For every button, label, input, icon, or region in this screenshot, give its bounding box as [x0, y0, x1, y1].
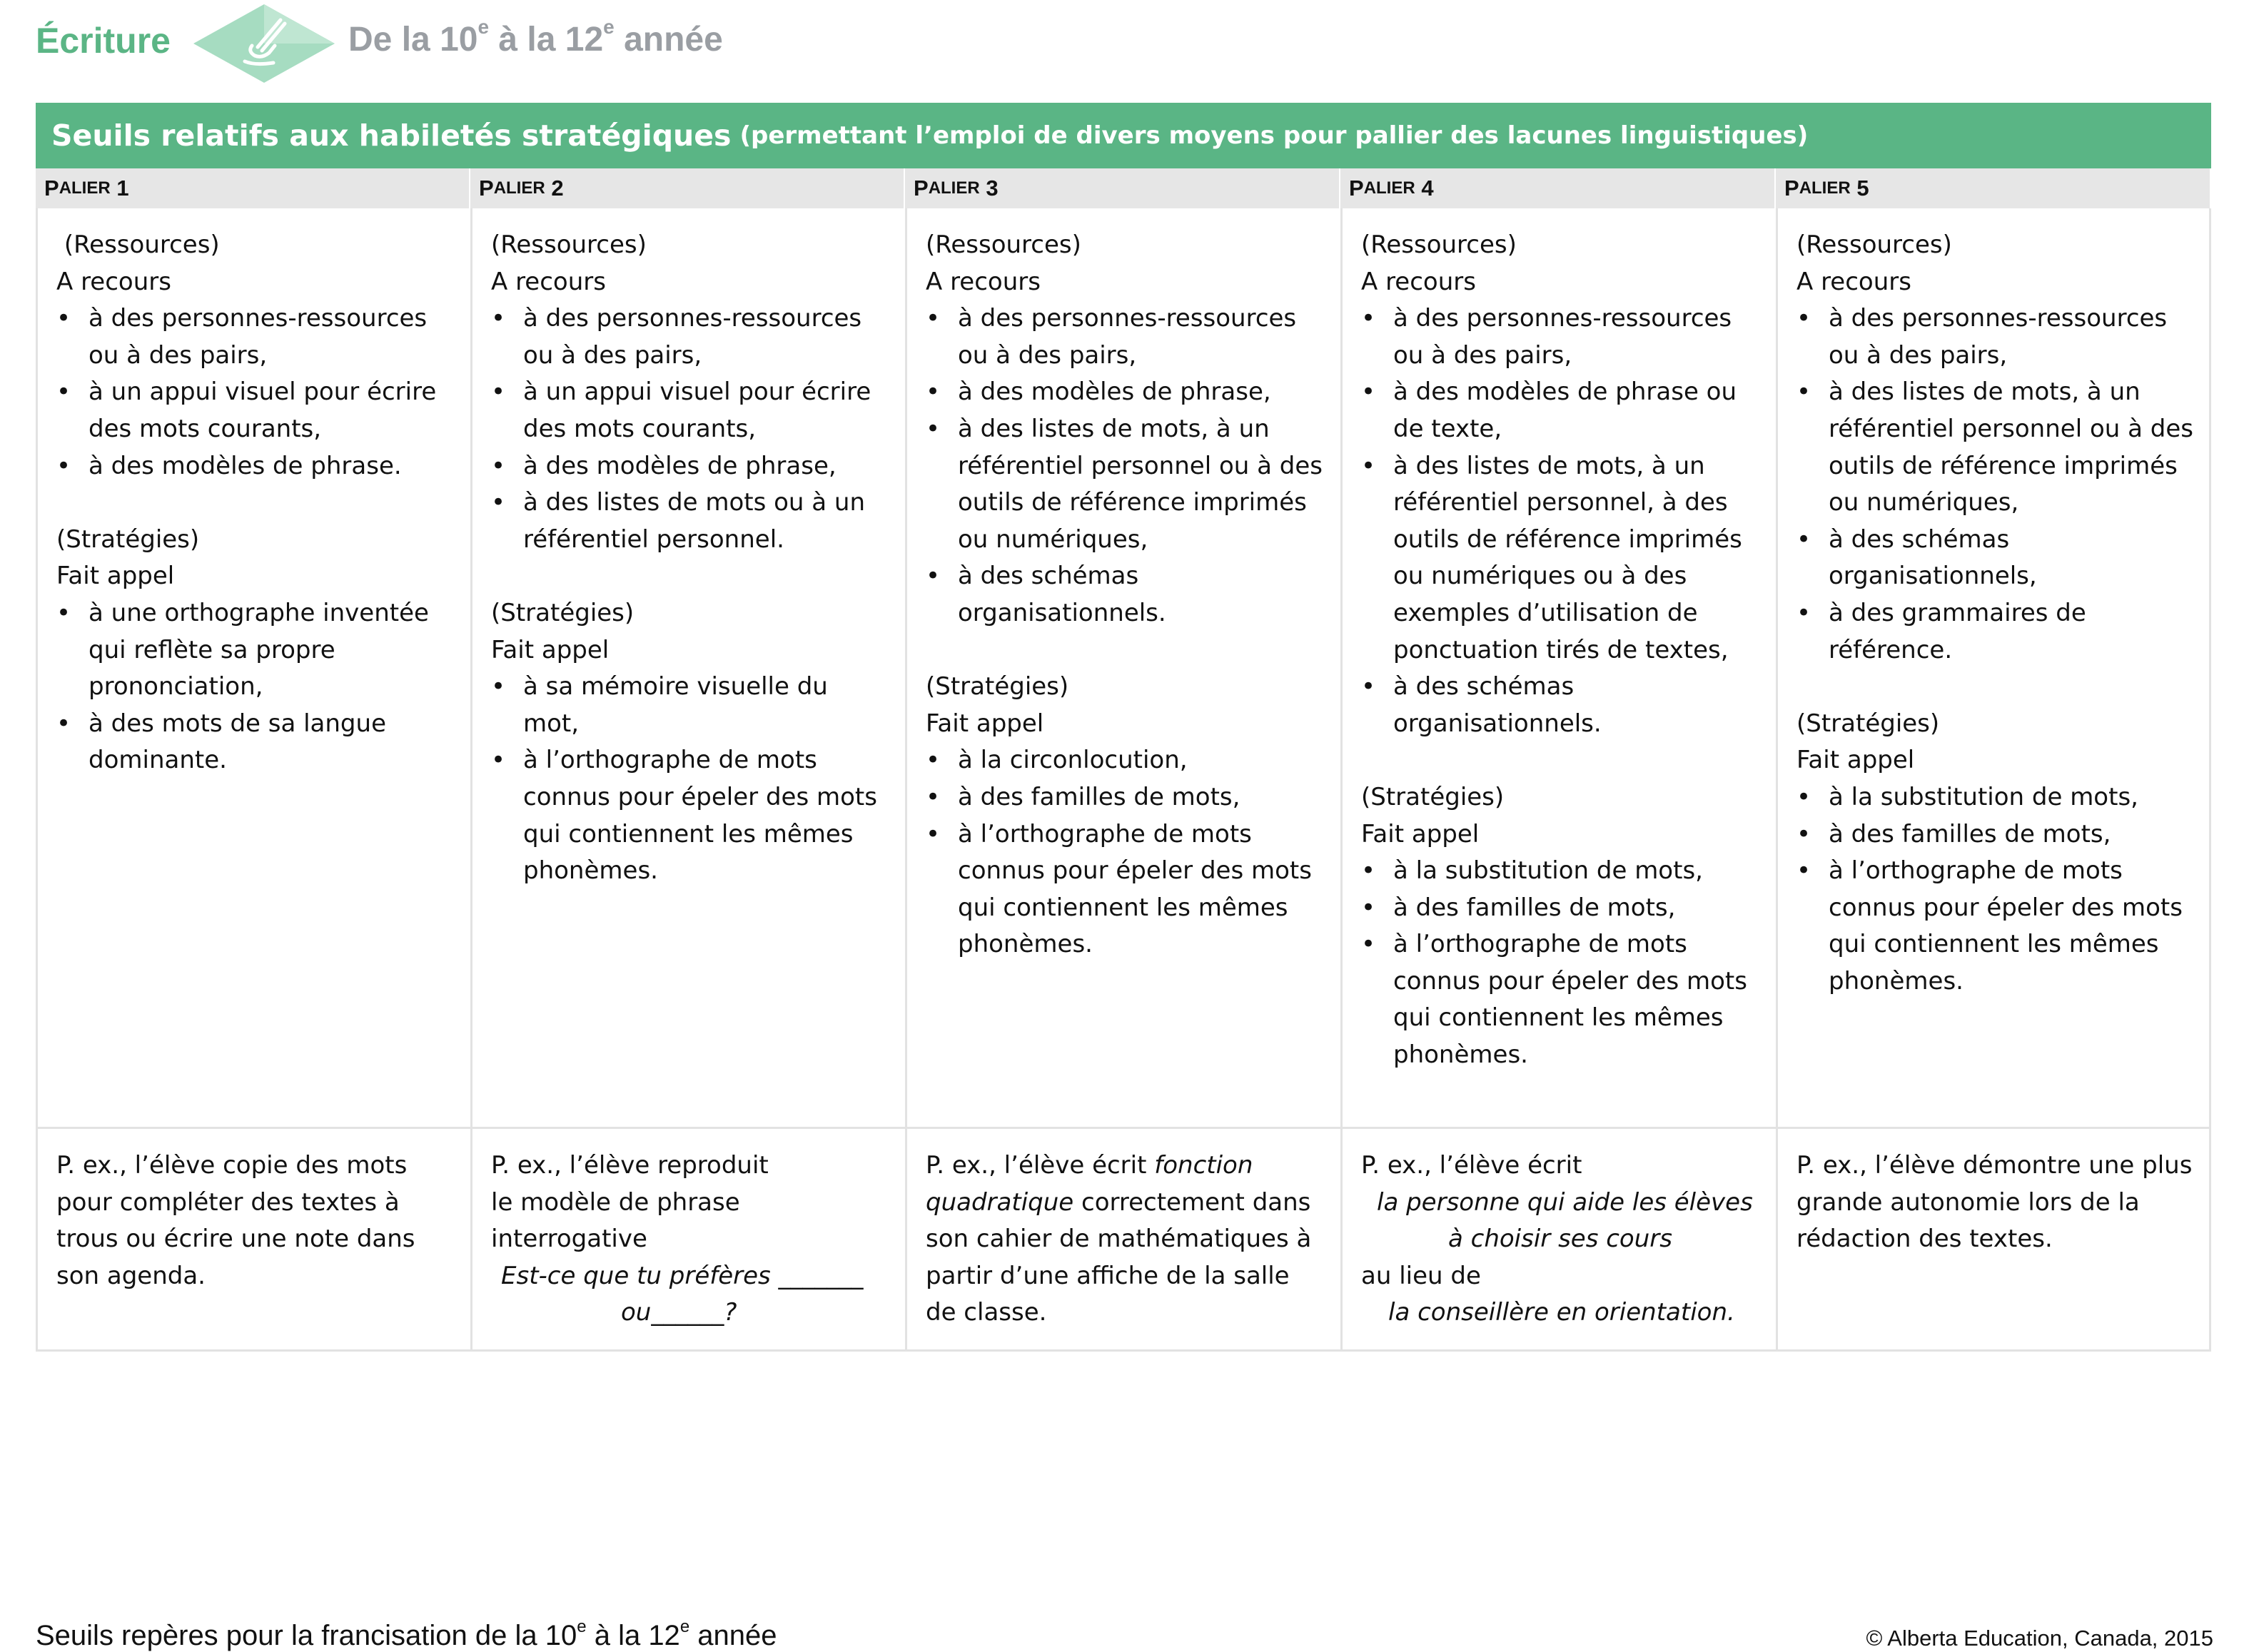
resources-intro: A recours	[926, 267, 1041, 296]
list-item: • à des schémas organisationnels,	[1796, 522, 2193, 595]
resources-label: (Ressources)	[491, 230, 647, 259]
list-item: • à la substitution de mots,	[1361, 853, 1760, 890]
resources-label: (Ressources)	[56, 230, 220, 259]
resources-intro: A recours	[1796, 267, 1911, 296]
skills-cell-palier-1	[36, 208, 470, 1129]
strategies-intro: Fait appel	[491, 635, 610, 664]
list-item: • à un appui visuel pour écrire des mots courants,	[56, 374, 455, 447]
example-line: P. ex., l’élève reproduit	[491, 1151, 769, 1180]
list-item: • à l’orthographe de mots connus pour épeler des mots qui contiennent les mêmes phonèmes.	[491, 742, 889, 889]
strategies-label: (Stratégies)	[491, 598, 635, 627]
list-item: • à des modèles de phrase ou de texte,	[1361, 374, 1760, 447]
column-header-palier-4: P ALIER 4	[1340, 168, 1776, 208]
list-item: • à des personnes-ressources ou à des pairs,	[1361, 300, 1760, 374]
grade-range-title: De la 10e à la 12e année	[348, 16, 723, 59]
list-item: • à des familles de mots,	[1361, 890, 1760, 927]
list-item: • à des personnes-ressources ou à des pairs,	[926, 300, 1325, 374]
resources-label: (Ressources)	[926, 230, 1081, 259]
examples-row	[36, 1129, 2211, 1352]
strategies-intro: Fait appel	[1361, 819, 1480, 848]
example-italic-line: à choisir ses cours	[1448, 1225, 1672, 1254]
strategies-list	[491, 669, 889, 890]
example-italic-term: fonction quadratique	[926, 1151, 1261, 1217]
example-italic-line: la personne qui aide les élèves	[1377, 1187, 1753, 1217]
skills-cell-palier-2	[470, 208, 905, 1129]
resources-intro: A recours	[491, 267, 606, 296]
column-header-palier-2: P ALIER 2	[470, 168, 905, 208]
resources-intro: A recours	[1361, 267, 1476, 296]
resources-list	[491, 300, 889, 558]
list-item: • à l’orthographe de mots connus pour épeler des mots qui contiennent les mêmes phonèmes.	[926, 816, 1325, 963]
strategies-label: (Stratégies)	[1361, 782, 1505, 811]
strategies-label: (Stratégies)	[1796, 709, 1940, 738]
footer-document-title: Seuils repères pour la francisation de la 10e à la 12e année	[36, 1617, 777, 1651]
thresholds-table	[36, 103, 2211, 1352]
skills-row	[36, 208, 2211, 1129]
strategies-label: (Stratégies)	[56, 525, 200, 554]
strategies-list	[56, 595, 455, 779]
footer-copyright: © Alberta Education, Canada, 2015	[1866, 1626, 2213, 1651]
list-item: • à des modèles de phrase,	[491, 448, 889, 485]
banner-subtitle: (permettant l’emploi de divers moyens pour pallier des lacunes linguistiques)	[739, 121, 1809, 150]
list-item: • à des grammaires de référence.	[1796, 595, 2193, 669]
subject-title: Écriture	[36, 21, 171, 61]
list-item: • à des mots de sa langue dominante.	[56, 706, 455, 779]
list-item: • à l’orthographe de mots connus pour épeler des mots qui contiennent les mêmes phonèmes.	[1361, 926, 1760, 1073]
strategies-list	[926, 742, 1325, 963]
resources-label: (Ressources)	[1361, 230, 1517, 259]
strategies-intro: Fait appel	[926, 709, 1044, 738]
column-header-palier-1: P ALIER 1	[36, 168, 470, 208]
list-item: • à des listes de mots ou à un référentiel personnel.	[491, 485, 889, 558]
example-italic-line: Est-ce que tu préfères _______	[501, 1261, 864, 1290]
list-item: • à la circonlocution,	[926, 742, 1325, 779]
list-item: • à des familles de mots,	[926, 779, 1325, 816]
example-cell-palier-2	[470, 1129, 905, 1352]
example-cell-palier-5	[1776, 1129, 2211, 1352]
example-text: P. ex., l’élève écrit fonction quadratique correctement dans son cahier de mathématiques à partir d’une affiche de la salle de classe.	[926, 1151, 1320, 1327]
example-line: le modèle de phrase	[491, 1187, 740, 1217]
list-item: • à des personnes-ressources ou à des pairs,	[491, 300, 889, 374]
banner-title: Seuils relatifs aux habiletés stratégiques	[51, 118, 732, 153]
resources-list	[1361, 300, 1760, 742]
column-headers	[36, 168, 2211, 208]
example-cell-palier-4	[1340, 1129, 1776, 1352]
page-header	[36, 0, 1035, 93]
skills-cell-palier-4	[1340, 208, 1776, 1129]
skills-cell-palier-3	[905, 208, 1340, 1129]
resources-list	[926, 300, 1325, 632]
example-line: P. ex., l’élève écrit	[1361, 1151, 1582, 1180]
strategies-label: (Stratégies)	[926, 672, 1069, 701]
resources-label: (Ressources)	[1796, 230, 1952, 259]
example-line: interrogative	[491, 1225, 647, 1254]
resources-intro: A recours	[56, 267, 171, 296]
column-header-palier-3: P ALIER 3	[905, 168, 1340, 208]
list-item: • à des listes de mots, à un référentiel personnel, à des outils de référence imprimés ou numériques ou à des exemples d’utilisation de ponctuation tirés de textes,	[1361, 448, 1760, 669]
table-banner	[36, 103, 2211, 168]
list-item: • à des personnes-ressources ou à des pairs,	[56, 300, 455, 374]
list-item: • à des modèles de phrase,	[926, 374, 1325, 411]
strategies-intro: Fait appel	[1796, 746, 1915, 775]
example-cell-palier-1	[36, 1129, 470, 1352]
skills-cell-palier-5	[1776, 208, 2211, 1129]
example-italic-line: la conseillère en orientation.	[1388, 1298, 1735, 1327]
example-cell-palier-3	[905, 1129, 1340, 1352]
strategies-list	[1361, 853, 1760, 1074]
list-item: • à des familles de mots,	[1796, 816, 2193, 853]
list-item: • à des listes de mots, à un référentiel personnel ou à des outils de référence imprimés ou numériques,	[926, 411, 1325, 558]
resources-list	[1796, 300, 2193, 669]
pencil-hand-icon	[189, 1, 339, 86]
list-item: • à sa mémoire visuelle du mot,	[491, 669, 889, 742]
resources-list	[56, 300, 455, 485]
list-item: • à des schémas organisationnels.	[926, 558, 1325, 632]
example-line: au lieu de	[1361, 1261, 1481, 1290]
list-item: • à des modèles de phrase.	[56, 448, 455, 485]
strategies-list	[1796, 779, 2193, 1000]
list-item: • à des listes de mots, à un référentiel personnel ou à des outils de référence imprimés ou numériques,	[1796, 374, 2193, 521]
strategies-intro: Fait appel	[56, 562, 175, 591]
example-text: P. ex., l’élève copie des mots pour compléter des textes à trous ou écrire une note dans son agenda.	[56, 1151, 423, 1290]
list-item: • à des schémas organisationnels.	[1361, 669, 1760, 742]
list-item: • à l’orthographe de mots connus pour épeler des mots qui contiennent les mêmes phonèmes.	[1796, 853, 2193, 1000]
list-item: • à la substitution de mots,	[1796, 779, 2193, 816]
column-header-palier-5: P ALIER 5	[1776, 168, 2211, 208]
example-italic-line: ou______?	[621, 1298, 737, 1327]
list-item: • à des personnes-ressources ou à des pairs,	[1796, 300, 2193, 374]
example-text: P. ex., l’élève démontre une plus grande autonomie lors de la rédaction des textes.	[1796, 1151, 2200, 1254]
list-item: • à un appui visuel pour écrire des mots courants,	[491, 374, 889, 447]
list-item: • à une orthographe inventée qui reflète sa propre prononciation,	[56, 595, 455, 706]
